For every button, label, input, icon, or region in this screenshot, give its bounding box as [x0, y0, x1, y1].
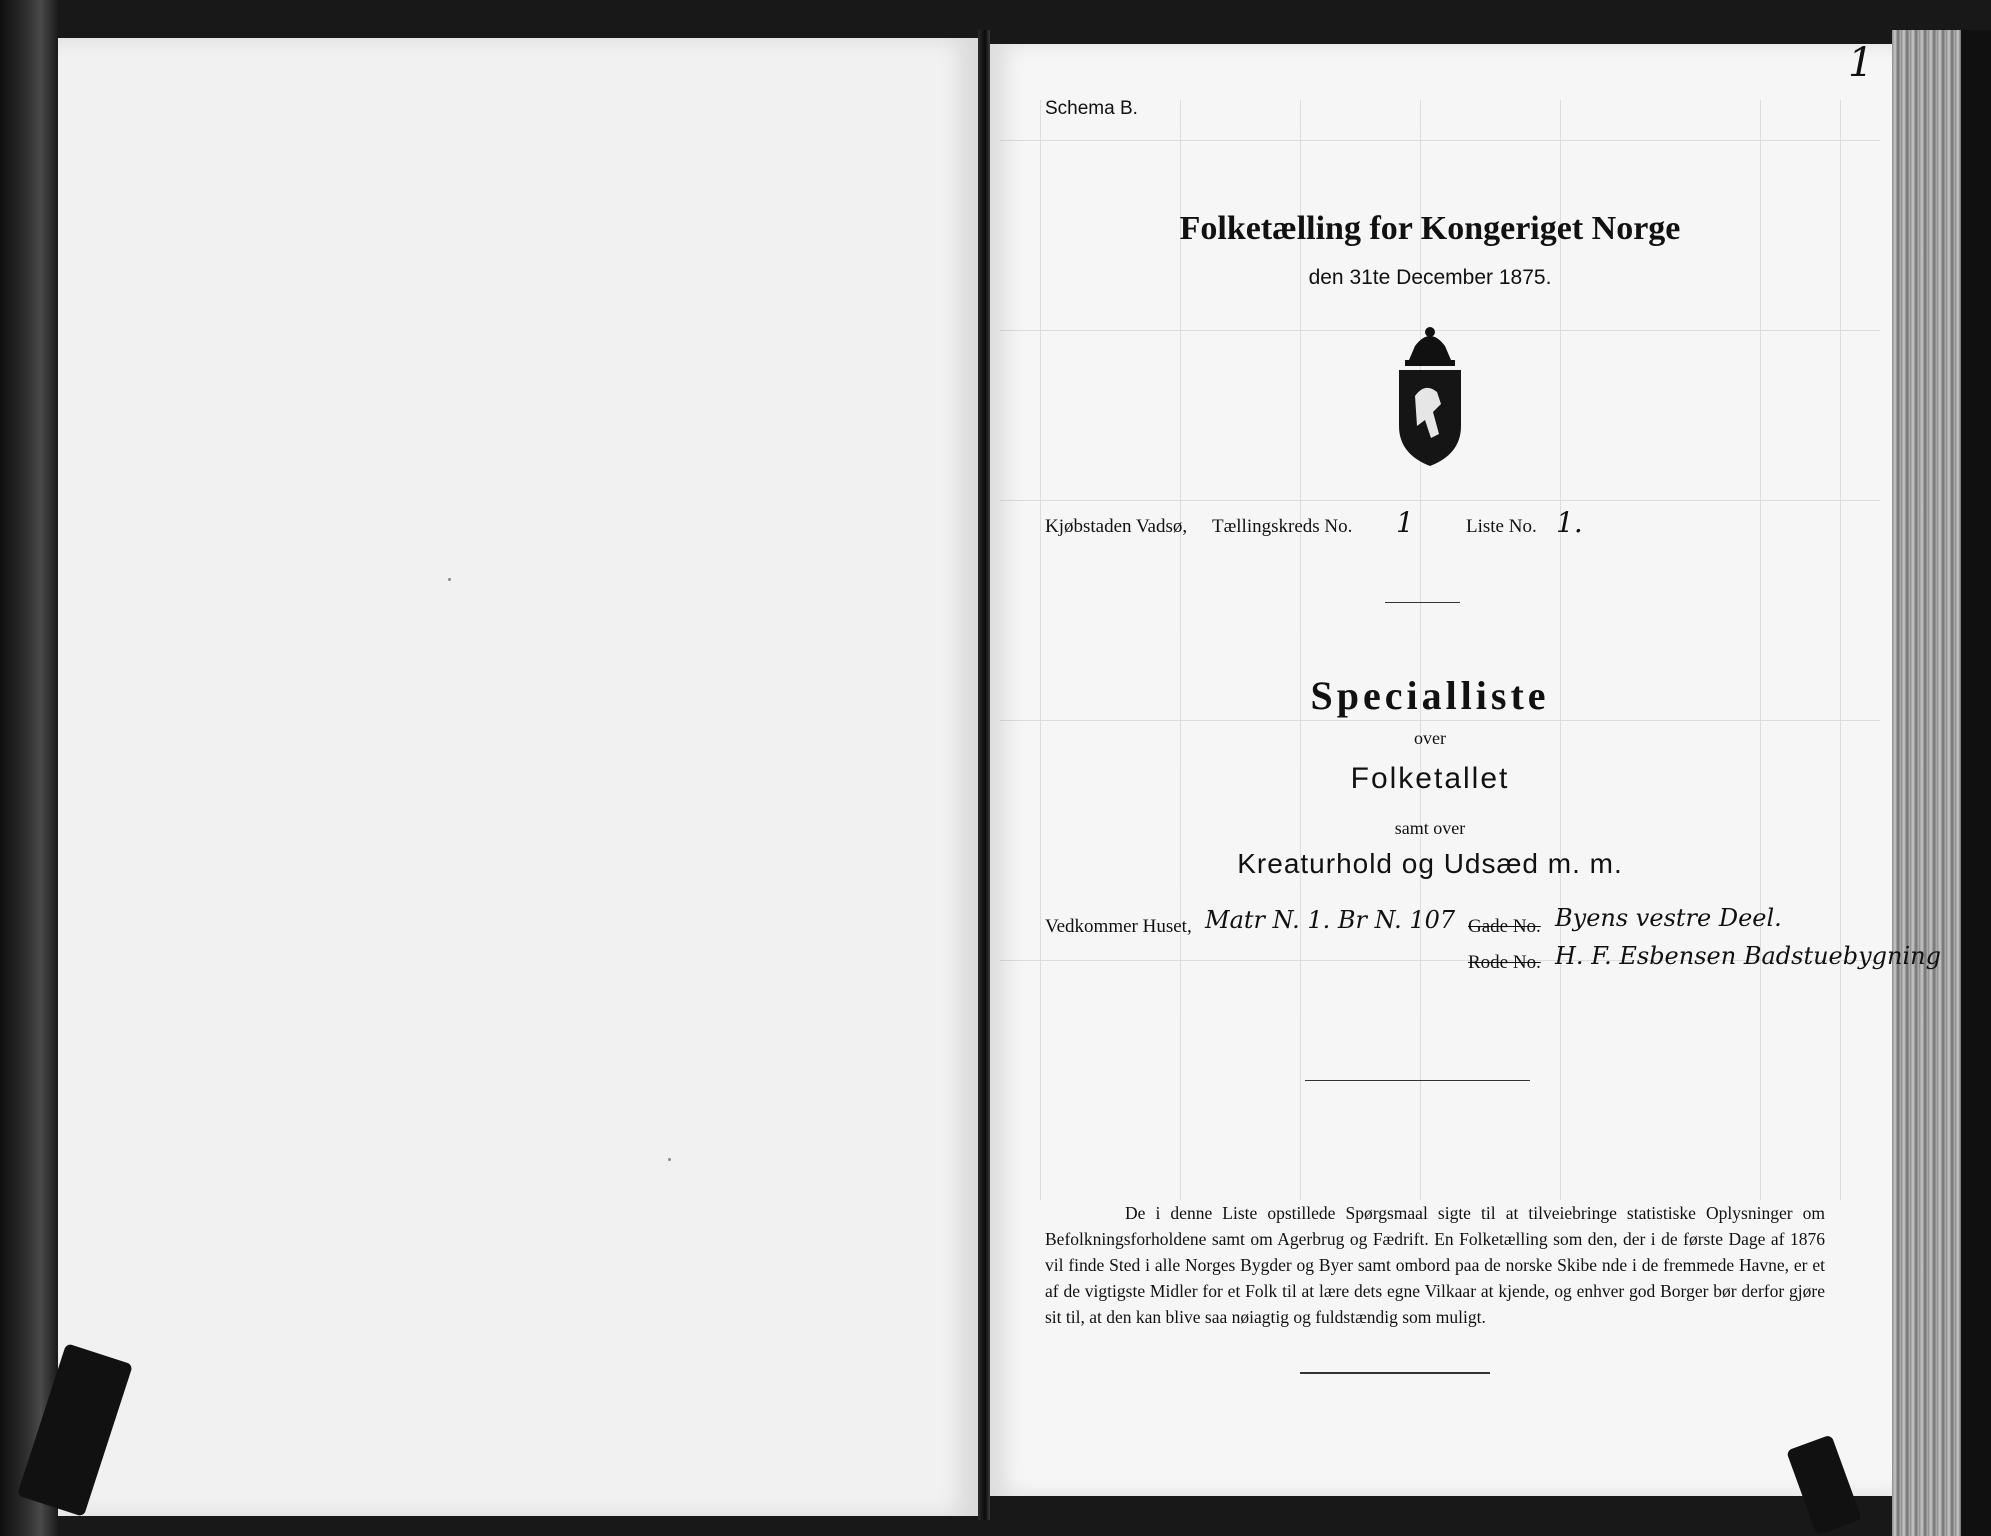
samt-over-text: samt over [1394, 818, 1466, 838]
census-date: den 31te December 1875. [1308, 266, 1552, 289]
over-text: over [1414, 728, 1446, 748]
right-page-stack [1892, 30, 1991, 1536]
book-gutter [978, 30, 990, 1520]
norway-coat-of-arms-icon [1385, 326, 1475, 468]
district-value: 1 [1396, 506, 1414, 539]
gade-label: Gade No. [1468, 916, 1541, 937]
instruction-paragraph: De i denne Liste opstillede Spørgsmaal sigte til at tilveiebringe statistiske Oplysninger om Befolkningsforholdene samt om Agerbrug og Fædrift. En Folketælling som den, der i de første Dage af 1876 vil finde Sted i alle Norges Bygder og Byer samt ombord paa de norske Skibe nde i de fremmede Havne, er et af de vigtigste Midler for et Folk til at lære dets egne Vilkaar at kjende, og enhver god Borger bør derfor gjøre sit til, at den kan blive saa nøiagtig og fuldstændig som muligt. [1045, 1203, 1825, 1327]
paper-speck [668, 1158, 671, 1161]
list-value: 1. [1556, 506, 1583, 539]
town-label: Kjøbstaden Vadsø, [1045, 516, 1188, 537]
kreaturhold-text: Kreaturhold og Udsæd m. m. [1237, 848, 1623, 879]
page-number: 1 [1848, 40, 1874, 86]
separator-rule [1385, 602, 1460, 603]
vedkommer-label: Vedkommer Huset, [1045, 916, 1192, 937]
left-book-edge [0, 0, 58, 1536]
specialliste-heading: Specialliste [1310, 673, 1550, 718]
district-label: Tællingskreds No. [1212, 516, 1353, 537]
rode-value: H. F. Esbensen Badstuebygning [1555, 942, 1941, 970]
rode-label: Rode No. [1468, 952, 1541, 973]
gade-value: Byens vestre Deel. [1555, 904, 1782, 932]
separator-rule [1305, 1080, 1530, 1081]
paper-speck [448, 578, 451, 581]
page-stack-shadow [1961, 30, 1991, 1536]
folketallet-text: Folketallet [1350, 762, 1510, 795]
schema-label: Schema B. [1045, 98, 1138, 119]
census-title: Folketælling for Kongeriget Norge [1179, 210, 1681, 247]
closing-rule [1300, 1372, 1490, 1374]
bleed-through-grid [1000, 100, 1880, 1200]
list-label: Liste No. [1466, 516, 1537, 537]
vedkommer-value: Matr N. 1. Br N. 107 [1205, 906, 1456, 934]
left-blank-page [58, 38, 978, 1516]
